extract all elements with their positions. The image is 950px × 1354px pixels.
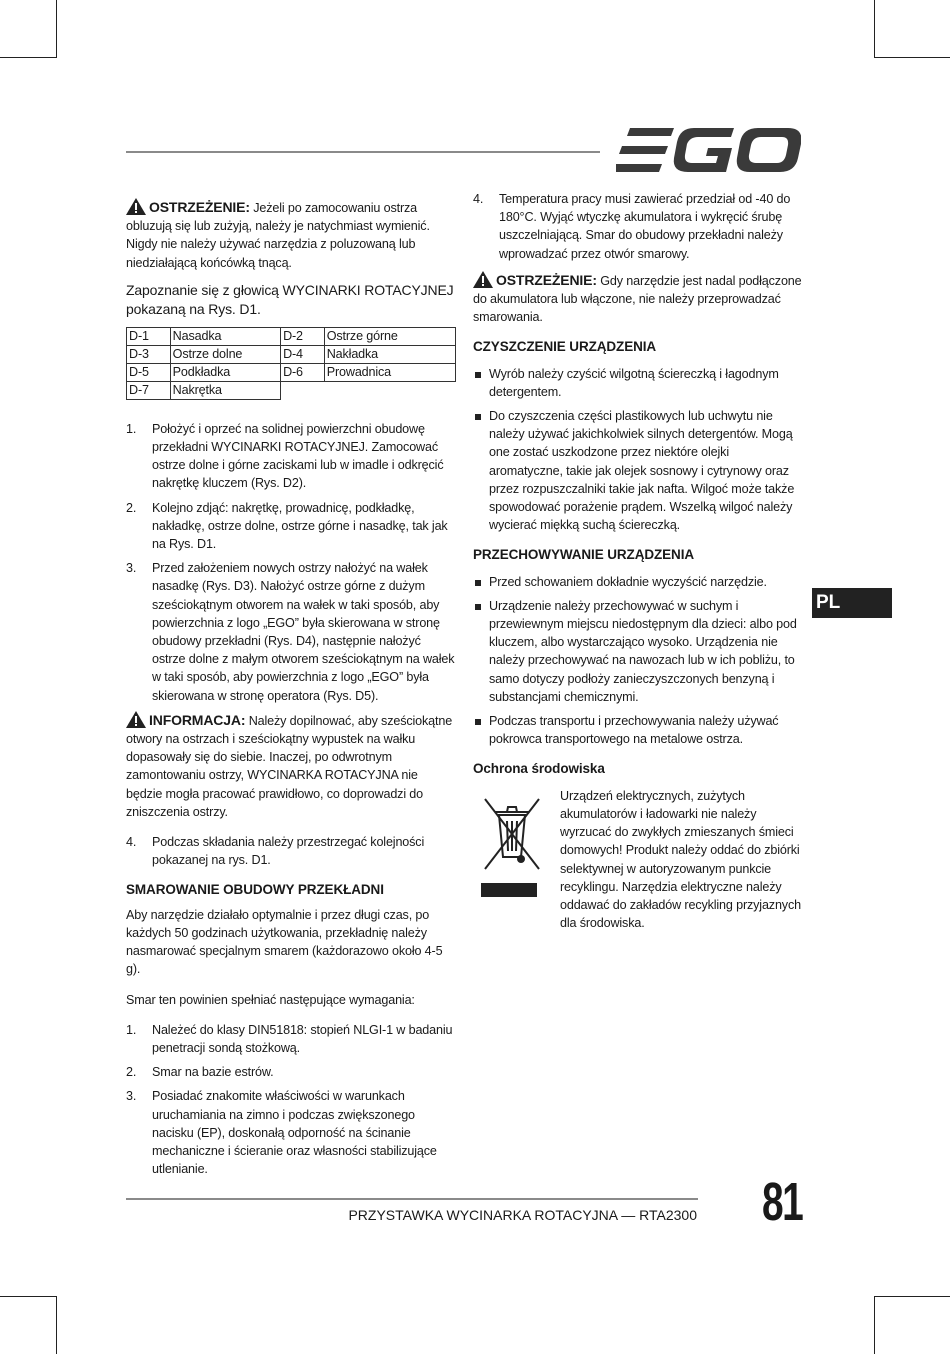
step-text: Kolejno zdjąć: nakrętkę, prowadnicę, podkładkę, nakładkę, ostrze dolne, ostrze górne i nasadkę, tak jak na Rys. D1.: [152, 500, 448, 552]
crossed-out-bin-icon: [481, 795, 543, 901]
lubrication-heading: SMAROWANIE OBUDOWY PRZEKŁADNI: [126, 882, 384, 898]
step-number: 3.: [126, 561, 137, 576]
step-number: 2.: [126, 500, 137, 515]
environment-heading: Ochrona środowiska: [473, 761, 605, 777]
part-name: Nakrętka: [170, 381, 280, 399]
step-text: Przed założeniem nowych ostrzy nałożyć na wałek nasadkę (Rys. D3). Nałożyć ostrze górne z dużym sześciokątnym otworem na wałek w taki sposób, aby powierzchnia z logo „EGO” była skierowana w stronę obudowy przekładni (Rys. D4), następnie nałożyć ostrze dolne z małym otworem sześciokątnym na wałek w taki sposób, aby powierzchnia z logo „EGO” była skierowana w stronę operatora (Rys. D5).: [152, 561, 455, 703]
list-item: [126, 1087, 456, 1178]
storage-list: [473, 573, 803, 749]
part-code: D-3: [127, 345, 171, 363]
crop-mark: [874, 0, 875, 58]
part-code: D-6: [281, 363, 325, 381]
part-name: Podkładka: [170, 363, 280, 381]
crop-mark: [0, 1296, 57, 1297]
part-name: Prowadnica: [324, 363, 455, 381]
step-text: Posiadać znakomite właściwości w warunkach uruchamiania na zimno i podczas zwiększonego nacisku (EP), doskonałą odporność na ścinanie mechaniczne i ścieranie oraz własności stabilizujące utlenianie.: [152, 1089, 437, 1177]
lubrication-requirement-4: [473, 190, 803, 263]
step-number: 3.: [126, 1089, 137, 1104]
step-text: Położyć i oprzeć na solidnej powierzchni obudowę przekładni WYCINARKI ROTACYJNEJ. Zamocować ostrze dolne i górne zaciskami lub w imadle i odkręcić nakrętkę kluczem (Rys. D2).: [152, 421, 444, 491]
crop-mark: [56, 0, 57, 58]
assembly-steps: [126, 420, 456, 705]
list-item: [126, 833, 456, 869]
assembly-step-4: [126, 833, 456, 869]
warning-block: [126, 198, 456, 272]
table-row: [127, 381, 456, 399]
step-number: 4.: [126, 835, 137, 850]
crop-mark: [874, 1296, 950, 1297]
step-number: 1.: [126, 1022, 137, 1037]
warning-text: Gdy narzędzie jest nadal podłączone do akumulatora lub włączone, nie należy przeprowadzać smarowania.: [473, 273, 802, 325]
crop-mark: [56, 1296, 57, 1354]
crop-mark: [0, 57, 57, 58]
list-item: Podczas transportu i przechowywania należy używać pokrowca transportowego na metalowe ostrza.: [473, 712, 803, 748]
info-block: [126, 711, 456, 821]
part-code: D-5: [127, 363, 171, 381]
page-number: 81: [762, 1172, 803, 1232]
warning-icon: [473, 271, 493, 288]
list-item: Urządzenie należy przechowywać w suchym i przewiewnym miejscu niedostępnym dla dzieci: albo pod kluczem, albo wystarczająco wysoko. Urządzenia nie należy przechowywać na nawozach lub w ich pobliżu, to samo dotyczy podłoży zanieczyszczonych benzyną i substancjami chemicznymi.: [473, 597, 803, 706]
storage-heading: PRZECHOWYWANIE URZĄDZENIA: [473, 547, 694, 563]
cleaning-heading: CZYSZCZENIE URZĄDZENIA: [473, 339, 657, 355]
lubrication-requirements: [126, 1021, 456, 1179]
parts-table: [126, 327, 456, 400]
table-row: [127, 327, 456, 345]
footer-title: PRZYSTAWKA WYCINARKA ROTACYJNA — RTA2300: [348, 1207, 697, 1223]
part-code: D-1: [127, 327, 171, 345]
part-name: Nasadka: [170, 327, 280, 345]
cleaning-list: [473, 365, 803, 535]
step-number: 2.: [126, 1065, 137, 1080]
footer-rule: [126, 1198, 698, 1200]
language-tab: PL: [812, 588, 892, 618]
warning-text: Jeżeli po zamocowaniu ostrza obluzują się lub zużyją, należy je natychmiast wymienić. Nigdy nie należy używać narzędzia z poluzowaną lub niedziałającą końcówką tnącą.: [126, 201, 430, 270]
list-item: [126, 559, 456, 705]
crop-mark: [874, 1296, 875, 1354]
step-text: Należeć do klasy DIN51818: stopień NLGI-1 w badaniu penetracji sondą stożkową.: [152, 1022, 453, 1055]
table-row: [127, 345, 456, 363]
list-item: Wyrób należy czyścić wilgotną ściereczką i łagodnym detergentem.: [473, 365, 803, 401]
info-text: Należy dopilnować, aby sześciokątne otwory na ostrzach i sześciokątny wypustek na wałku dopasowały się do siebie. Inaczej, po odwrotnym zamontowaniu ostrzy, WYCINARKA ROTACYJNA nie będzie mogła pracować prawidłowo, co doprowadzi do zniszczenia ostrzy.: [126, 713, 453, 819]
list-item: [126, 1063, 456, 1081]
list-item: [473, 190, 803, 263]
list-item: Do czyszczenia części plastikowych lub uchwytu nie należy używać jakichkolwiek silnych detergentów. Mogą one zostać uszkodzone przez niektóre olejki aromatyczne, takie jak olejek sosnowy i cytrynowy oraz przez rozpuszczalniki takie jak nafta. Wilgoć może także spowodować porażenie prądem. Wszelką wilgoć należy wycierać miękką suchą ściereczką.: [473, 407, 803, 534]
step-text: Temperatura pracy musi zawierać przedział od -40 do 180°C. Wyjąć wtyczkę akumulatora i wykręcić śrubę uszczelniającą. Smar do obudowy przekładni należy wprowadzać przez otwór smarowy.: [499, 192, 791, 261]
list-item: [126, 1021, 456, 1057]
list-item: [126, 420, 456, 493]
header-rule: [126, 151, 600, 153]
left-column: [126, 198, 456, 1184]
lubrication-requirements-intro: Smar ten powinien spełniać następujące wymagania:: [126, 992, 415, 1007]
right-column: [473, 190, 803, 932]
list-item: Przed schowaniem dokładnie wyczyścić narzędzie.: [473, 573, 803, 591]
info-label: INFORMACJA:: [149, 711, 246, 728]
crop-mark: [874, 57, 950, 58]
head-intro: Zapoznanie się z głowicą WYCINARKI ROTACYJNEJ pokazaną na Rys. D1.: [126, 281, 454, 317]
lubrication-paragraph: Aby narzędzie działało optymalnie i przez długi czas, po każdych 50 godzinach użytkowania, przekładnię należy nasmarować specjalnym smarem (każdorazowo około 4-5 g).: [126, 907, 443, 977]
step-text: Smar na bazie estrów.: [152, 1065, 274, 1080]
step-text: Podczas składania należy przestrzegać kolejności pokazanej na rys. D1.: [152, 835, 425, 868]
part-code: D-4: [281, 345, 325, 363]
empty-cell: [281, 381, 456, 399]
list-item: [126, 499, 456, 554]
warning-block: [473, 271, 803, 327]
table-row: [127, 363, 456, 381]
part-name: Ostrze górne: [324, 327, 455, 345]
warning-icon: [126, 198, 146, 215]
warning-label: OSTRZEŻENIE:: [496, 271, 597, 288]
ego-logo: [616, 128, 801, 172]
step-number: 4.: [473, 192, 484, 206]
part-name: Nakładka: [324, 345, 455, 363]
step-number: 1.: [126, 421, 137, 436]
warning-icon: [126, 711, 146, 728]
environment-block: [473, 787, 803, 933]
part-name: Ostrze dolne: [170, 345, 280, 363]
warning-label: OSTRZEŻENIE:: [149, 199, 250, 215]
part-code: D-2: [281, 327, 325, 345]
environment-text: Urządzeń elektrycznych, zużytych akumulatorów i ładowarki nie należy wyrzucać do zwykłych zmieszanych śmieci domowych! Produkt należy oddać do zbiórki selektywnej w autoryzowanym punkcie recyklingu. Narzędzia elektryczne należy oddawać do zakładów recykling przyjaznych dla środowiska.: [560, 788, 801, 931]
part-code: D-7: [127, 381, 171, 399]
